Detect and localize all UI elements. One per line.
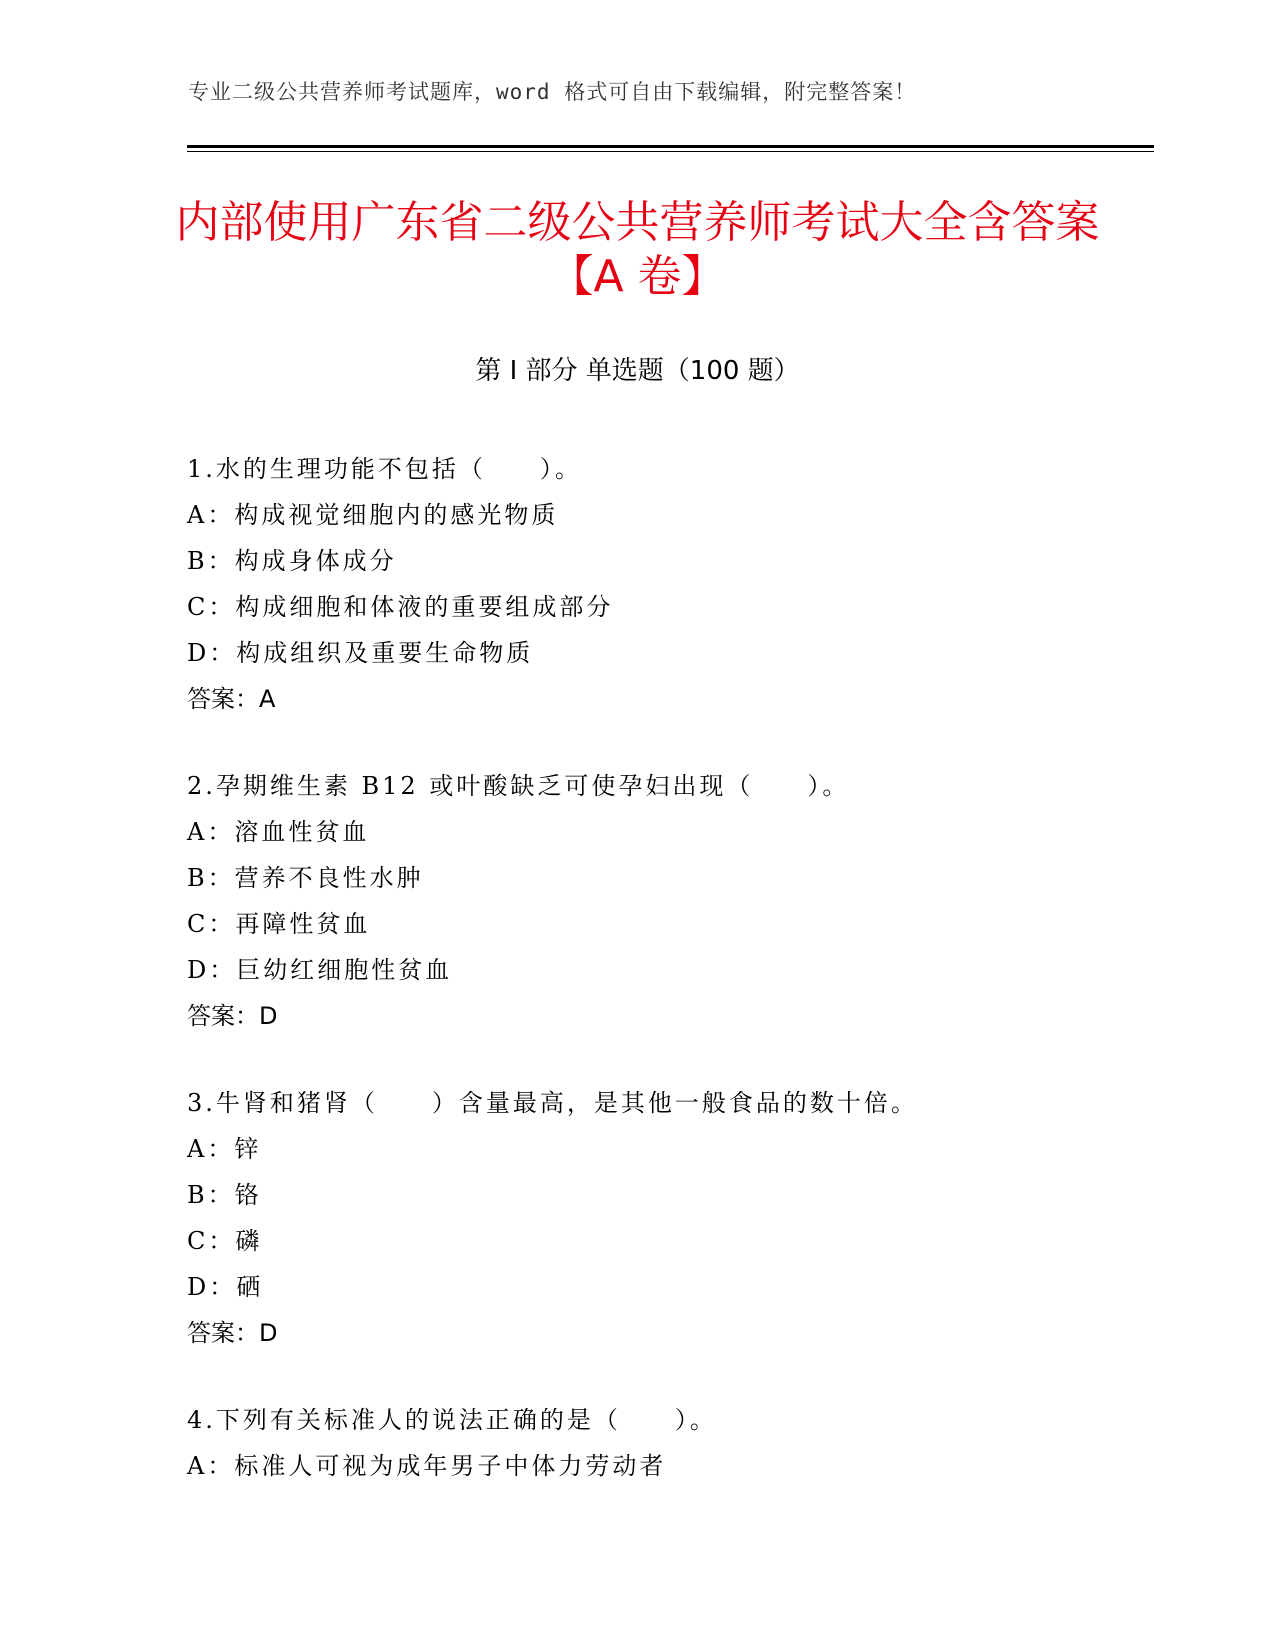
- option-c: C：磷: [187, 1227, 263, 1255]
- option-c: C：构成细胞和体液的重要组成部分: [187, 593, 614, 621]
- header-note: 专业二级公共营养师考试题库，word 格式可自由下载编辑，附完整答案！: [188, 80, 917, 104]
- option-a: A：溶血性贫血: [187, 818, 370, 846]
- section-title: 第 I 部分 单选题（100 题）: [475, 356, 800, 386]
- option-a: A：标准人可视为成年男子中体力劳动者: [187, 1452, 667, 1480]
- question-stem: 4.下列有关标准人的说法正确的是（ ）。: [187, 1406, 717, 1434]
- option-b: B：营养不良性水肿: [187, 864, 424, 892]
- answer: 答案：D: [187, 1002, 278, 1030]
- question-list: [187, 446, 1167, 1530]
- question-stem: 1.水的生理功能不包括（ ）。: [187, 455, 582, 483]
- question-4: [187, 1397, 1167, 1489]
- option-c: C：再障性贫血: [187, 910, 371, 938]
- option-a: A：构成视觉细胞内的感光物质: [187, 501, 559, 529]
- option-b: B：铬: [187, 1181, 262, 1209]
- question-1: [187, 446, 1167, 722]
- question-stem: 2.孕期维生素 B12 或叶酸缺乏可使孕妇出现（ ）。: [187, 772, 850, 800]
- option-d: D：构成组织及重要生命物质: [187, 639, 534, 667]
- header-rule-thin: [187, 151, 1154, 152]
- answer: 答案：D: [187, 1319, 278, 1347]
- question-3: [187, 1080, 1167, 1356]
- answer: 答案：A: [187, 685, 276, 713]
- option-b: B：构成身体成分: [187, 547, 397, 575]
- question-2: [187, 763, 1167, 1039]
- option-d: D：硒: [187, 1273, 264, 1301]
- option-d: D：巨幼红细胞性贫血: [187, 956, 453, 984]
- document-title: 内部使用广东省二级公共营养师考试大全含答案【A 卷】: [175, 197, 1100, 302]
- option-a: A：锌: [187, 1135, 262, 1163]
- header-rule-thick: [187, 145, 1154, 148]
- question-stem: 3.牛肾和猪肾（ ）含量最高，是其他一般食品的数十倍。: [187, 1089, 918, 1117]
